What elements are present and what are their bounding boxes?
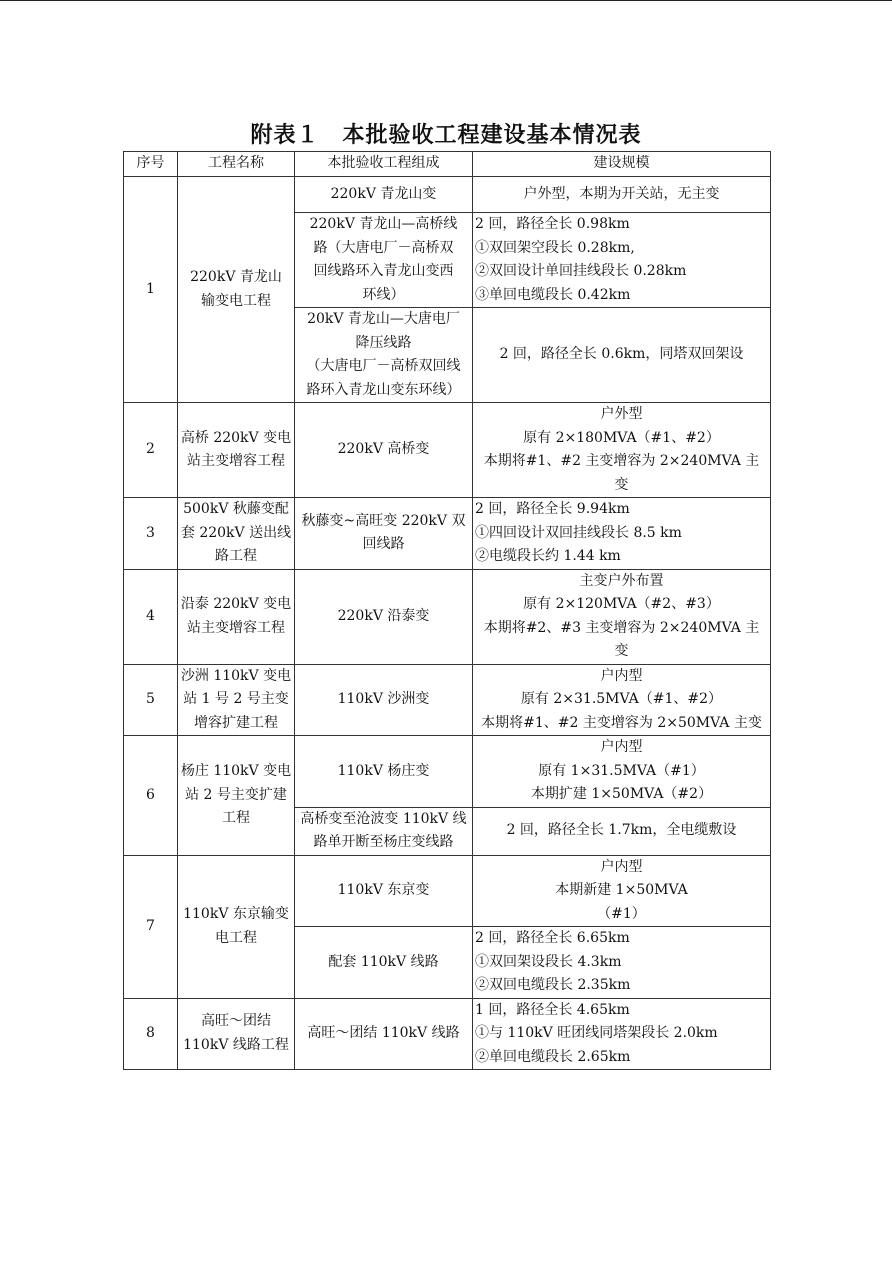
project-name-line: 沙洲 110kV 变电 [180, 667, 292, 684]
construction-scale-line: 本期扩建 1×50MVA（#2） [530, 786, 713, 802]
construction-scale-line: ①双回架设段长 4.3km [475, 953, 622, 970]
project-composition [295, 213, 473, 308]
project-composition-line: 回线路 [362, 536, 405, 553]
project-table [123, 151, 771, 1070]
construction-scale-line: 本期将#1、#2 主变增容为 2×50MVA 主变 [481, 714, 762, 731]
table-body [124, 177, 771, 1070]
project-composition-line: 20kV 青龙山—大唐电厂 [307, 311, 460, 327]
row-number: 7 [124, 855, 178, 998]
project-name [178, 177, 295, 403]
construction-scale-line: 2 回，路径全长 6.65km [475, 930, 630, 946]
construction-scale-line: 变 [614, 643, 629, 659]
table-row [124, 177, 771, 213]
project-composition [295, 403, 473, 498]
construction-scale [473, 855, 771, 927]
construction-scale-line: （#1） [597, 905, 646, 922]
table-row [124, 855, 771, 927]
construction-scale-line: ③单回电缆段长 0.42km [475, 286, 631, 303]
row-number: 5 [124, 664, 178, 736]
construction-scale-line: 户内型 [600, 667, 643, 684]
construction-scale [473, 807, 771, 855]
row-number: 2 [124, 403, 178, 498]
construction-scale [473, 736, 771, 808]
project-composition-line: 220kV 青龙山变 [330, 185, 437, 202]
project-composition-line: （大唐电厂－高桥双回线 [306, 358, 461, 374]
construction-scale-line: 户内型 [600, 739, 643, 755]
project-name-line: 站主变增容工程 [187, 453, 285, 469]
row-number: 4 [124, 569, 178, 664]
construction-scale-line: 户外型 [600, 406, 643, 422]
project-composition [295, 807, 473, 855]
construction-scale-line: ①四回设计双回挂线段长 8.5 km [475, 524, 682, 541]
table-row [124, 569, 771, 664]
project-composition [295, 177, 473, 213]
project-name [178, 403, 295, 498]
project-composition-line: 110kV 杨庄变 [337, 762, 430, 779]
project-composition [295, 498, 473, 570]
construction-scale [473, 927, 771, 999]
project-name-line: 站 2 号主变扩建 [185, 786, 287, 803]
project-composition-line: 路（大唐电厂－高桥双 [313, 239, 454, 256]
table-row [124, 498, 771, 570]
header-name: 工程名称 [178, 152, 295, 177]
construction-scale-line: 本期新建 1×50MVA [555, 882, 688, 898]
project-name-line: 杨庄 110kV 变电 [180, 763, 292, 779]
construction-scale-line: 本期将#1、#2 主变增容为 2×240MVA 主 [483, 453, 760, 469]
project-name-line: 高桥 220kV 变电 [180, 429, 292, 446]
construction-scale-line: 2 回，路径全长 0.98km [475, 216, 630, 232]
page-top-border [0, 0, 892, 1]
project-composition-line: 环线） [362, 286, 405, 303]
construction-scale-line: 户外型，本期为开关站，无主变 [523, 185, 720, 202]
project-composition-line: 110kV 沙洲变 [337, 691, 430, 707]
construction-scale-line: 原有 1×31.5MVA（#1） [538, 762, 705, 779]
project-composition [295, 736, 473, 808]
header-no: 序号 [124, 152, 178, 177]
project-composition-line: 路环入青龙山变东环线） [306, 381, 461, 398]
project-name [178, 498, 295, 570]
construction-scale [473, 569, 771, 664]
header-scale: 建设规模 [473, 152, 771, 177]
project-composition [295, 927, 473, 999]
construction-scale [473, 498, 771, 570]
project-composition-line: 高桥变至沧波变 110kV 线 [300, 810, 467, 827]
construction-scale [473, 998, 771, 1070]
row-number: 1 [124, 177, 178, 403]
construction-scale [473, 177, 771, 213]
project-composition-line: 220kV 沿泰变 [337, 607, 430, 624]
row-number: 8 [124, 998, 178, 1070]
construction-scale-line: 2 回，路径全长 9.94km [475, 501, 630, 517]
project-composition-line: 220kV 青龙山—高桥线 [309, 216, 458, 232]
table-row [124, 403, 771, 498]
header-composition: 本批验收工程组成 [295, 152, 473, 177]
construction-scale-line: 本期将#2、#3 主变增容为 2×240MVA 主 [483, 619, 760, 636]
project-name-line: 套 220kV 送出线 [180, 524, 292, 541]
project-name [178, 664, 295, 736]
construction-scale-line: 2 回，路径全长 0.6km，同塔双回架设 [499, 346, 744, 363]
project-name-line: 220kV 青龙山 [190, 269, 282, 285]
construction-scale-line: ②双回电缆段长 2.35km [475, 977, 631, 993]
construction-scale [473, 308, 771, 403]
construction-scale-line: 变 [614, 476, 629, 493]
project-name-line: 110kV 线路工程 [183, 1036, 289, 1053]
project-composition-line: 路单开断至杨庄变线路 [313, 834, 454, 850]
construction-scale [473, 664, 771, 736]
construction-scale-line: 主变户外布置 [579, 572, 664, 589]
table-title: 附表１ 本批验收工程建设基本情况表 [250, 122, 642, 148]
project-name-line: 110kV 东京输变 [183, 906, 289, 922]
table-row [124, 998, 771, 1070]
construction-scale-line: 2 回，路径全长 1.7km，全电缆敷设 [506, 822, 737, 839]
construction-scale-line: ②电缆段长约 1.44 km [475, 548, 621, 564]
project-name-line: 路工程 [215, 548, 257, 564]
project-composition-line: 秋藤变~高旺变 220kV 双 [301, 512, 466, 529]
construction-scale-line: ②双回设计单回挂线段长 0.28km [475, 263, 687, 279]
project-name-line: 沿泰 220kV 变电 [180, 596, 292, 612]
project-composition-line: 配套 110kV 线路 [328, 953, 439, 970]
project-name [178, 855, 295, 998]
project-name [178, 998, 295, 1070]
project-name-line: 高旺～团结 [201, 1013, 271, 1030]
construction-scale-line: 户内型 [600, 858, 643, 875]
project-composition-line: 220kV 高桥变 [337, 441, 430, 458]
construction-scale-line: ①双回架空段长 0.28km, [475, 239, 635, 256]
project-composition [295, 569, 473, 664]
row-number: 3 [124, 498, 178, 570]
project-name-line: 站 1 号 2 号主变 [183, 691, 289, 707]
construction-scale-line: ①与 110kV 旺团线同塔架段长 2.0km [475, 1025, 718, 1041]
project-name [178, 736, 295, 856]
row-number: 6 [124, 736, 178, 856]
project-name-line: 输变电工程 [201, 292, 271, 309]
table-row [124, 736, 771, 808]
construction-scale-line: 原有 2×120MVA（#2、#3） [523, 596, 720, 612]
construction-scale-line: 1 回，路径全长 4.65km [475, 1001, 630, 1018]
project-composition [295, 998, 473, 1070]
project-composition [295, 664, 473, 736]
project-composition-line: 回线路环入青龙山变西 [313, 263, 454, 279]
project-name-line: 站主变增容工程 [187, 619, 285, 636]
construction-scale-line: 原有 2×180MVA（#1、#2） [523, 429, 720, 446]
project-name [178, 569, 295, 664]
project-name-line: 工程 [222, 810, 250, 826]
construction-scale-line: ②单回电缆段长 2.65km [475, 1048, 631, 1065]
project-name-line: 增容扩建工程 [194, 714, 278, 731]
project-composition [295, 308, 473, 403]
project-name-line: 500kV 秋藤变配 [183, 501, 289, 517]
table-row [124, 664, 771, 736]
project-composition-line: 110kV 东京变 [337, 882, 430, 898]
construction-scale [473, 403, 771, 498]
construction-scale-line: 原有 2×31.5MVA（#1、#2） [520, 691, 723, 707]
construction-scale [473, 213, 771, 308]
project-composition [295, 855, 473, 927]
project-composition-line: 降压线路 [355, 334, 412, 351]
project-name-line: 电工程 [215, 929, 257, 946]
project-composition-line: 高旺～团结 110kV 线路 [307, 1025, 460, 1041]
